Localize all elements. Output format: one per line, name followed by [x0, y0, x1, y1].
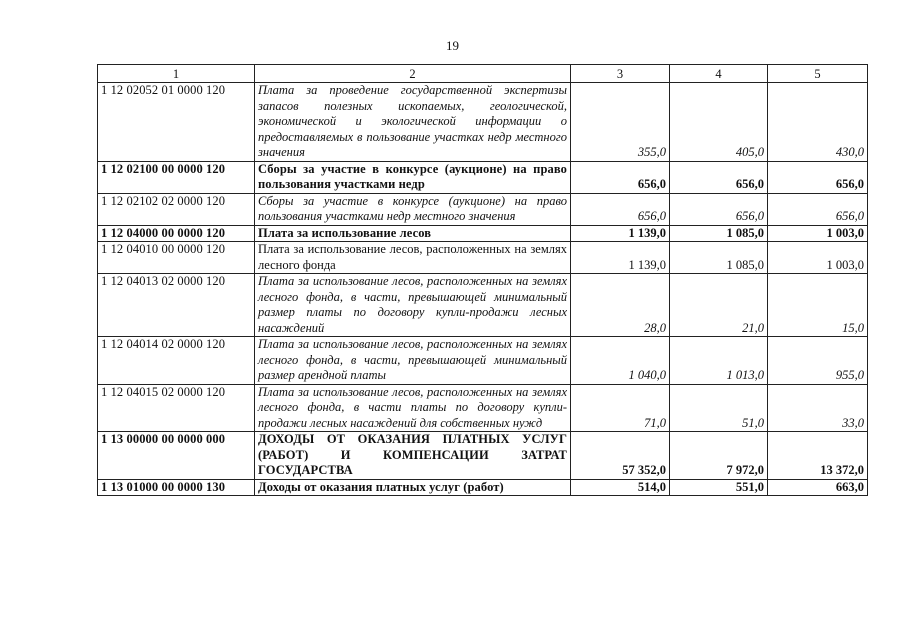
row-name: Плата за использование лесов, расположенных на землях лесного фонда, в части, превышающей минимальный размер платы по договору купли-продажи лесных насаждений	[255, 274, 571, 337]
table-row	[98, 274, 868, 337]
row-value-col5: 13 372,0	[768, 432, 868, 480]
row-name: Доходы от оказания платных услуг (работ)	[255, 479, 571, 496]
row-value-col4: 1 085,0	[670, 225, 768, 242]
row-value-col4: 21,0	[670, 274, 768, 337]
row-value-col4: 656,0	[670, 161, 768, 193]
row-value-col3: 1 040,0	[571, 337, 670, 385]
budget-table	[97, 64, 868, 496]
row-value-col5: 656,0	[768, 161, 868, 193]
row-value-col3: 1 139,0	[571, 225, 670, 242]
row-value-col3: 1 139,0	[571, 242, 670, 274]
row-value-col3: 355,0	[571, 83, 670, 162]
row-code: 1 12 04015 02 0000 120	[98, 384, 255, 432]
row-value-col3: 28,0	[571, 274, 670, 337]
row-code: 1 12 04000 00 0000 120	[98, 225, 255, 242]
row-value-col5: 430,0	[768, 83, 868, 162]
row-code: 1 12 04013 02 0000 120	[98, 274, 255, 337]
table-row	[98, 225, 868, 242]
row-code: 1 12 04010 00 0000 120	[98, 242, 255, 274]
row-value-col4: 656,0	[670, 193, 768, 225]
row-value-col5: 15,0	[768, 274, 868, 337]
row-value-col4: 405,0	[670, 83, 768, 162]
page-number: 19	[446, 38, 459, 53]
column-header: 2	[255, 65, 571, 83]
table-header-row	[98, 65, 868, 83]
row-name: Сборы за участие в конкурсе (аукционе) на право пользования участками недр местного значения	[255, 193, 571, 225]
row-code: 1 13 01000 00 0000 130	[98, 479, 255, 496]
row-value-col5: 955,0	[768, 337, 868, 385]
row-value-col3: 656,0	[571, 161, 670, 193]
table-row	[98, 161, 868, 193]
column-header: 4	[670, 65, 768, 83]
row-value-col3: 71,0	[571, 384, 670, 432]
row-value-col3: 656,0	[571, 193, 670, 225]
column-header: 1	[98, 65, 255, 83]
row-value-col5: 1 003,0	[768, 242, 868, 274]
row-value-col4: 51,0	[670, 384, 768, 432]
row-code: 1 12 04014 02 0000 120	[98, 337, 255, 385]
table-row	[98, 479, 868, 496]
row-name: Плата за использование лесов, расположенных на землях лесного фонда	[255, 242, 571, 274]
table-row	[98, 242, 868, 274]
row-name: Плата за использование лесов, расположенных на землях лесного фонда, в части платы по договору купли-продажи лесных насаждений для собственных нужд	[255, 384, 571, 432]
row-value-col5: 656,0	[768, 193, 868, 225]
row-value-col4: 7 972,0	[670, 432, 768, 480]
column-header: 5	[768, 65, 868, 83]
row-value-col4: 1 085,0	[670, 242, 768, 274]
row-code: 1 12 02052 01 0000 120	[98, 83, 255, 162]
row-name: Плата за использование лесов, расположенных на землях лесного фонда, в части, превышающей минимальный размер арендной платы	[255, 337, 571, 385]
row-value-col3: 57 352,0	[571, 432, 670, 480]
row-name: ДОХОДЫ ОТ ОКАЗАНИЯ ПЛАТНЫХ УСЛУГ (РАБОТ) И КОМПЕНСАЦИИ ЗАТРАТ ГОСУДАРСТВА	[255, 432, 571, 480]
table-row	[98, 432, 868, 480]
row-value-col4: 551,0	[670, 479, 768, 496]
row-name: Плата за использование лесов	[255, 225, 571, 242]
row-name: Плата за проведение государственной экспертизы запасов полезных ископаемых, геологической, экономической и экологической информации о предоставляемых в пользование участках недр местного значения	[255, 83, 571, 162]
table-row	[98, 384, 868, 432]
row-value-col3: 514,0	[571, 479, 670, 496]
row-value-col4: 1 013,0	[670, 337, 768, 385]
table-row	[98, 337, 868, 385]
row-code: 1 12 02100 00 0000 120	[98, 161, 255, 193]
row-value-col5: 1 003,0	[768, 225, 868, 242]
column-header: 3	[571, 65, 670, 83]
row-code: 1 13 00000 00 0000 000	[98, 432, 255, 480]
table-row	[98, 83, 868, 162]
row-code: 1 12 02102 02 0000 120	[98, 193, 255, 225]
table-row	[98, 193, 868, 225]
row-value-col5: 33,0	[768, 384, 868, 432]
row-name: Сборы за участие в конкурсе (аукционе) на право пользования участками недр	[255, 161, 571, 193]
row-value-col5: 663,0	[768, 479, 868, 496]
